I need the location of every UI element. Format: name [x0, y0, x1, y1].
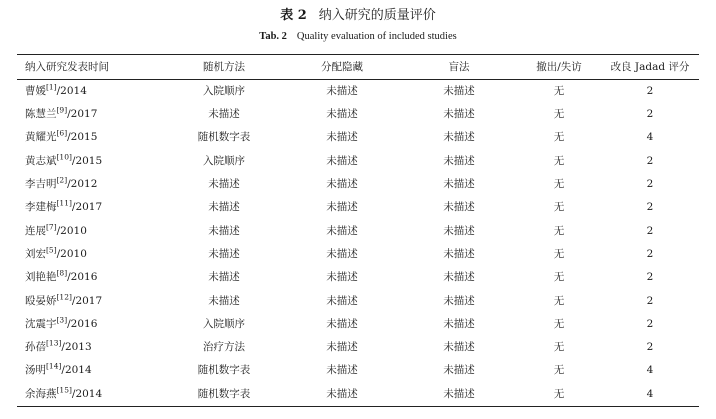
cell-withdrawal: 无	[553, 271, 565, 284]
study-reference: [6]	[56, 128, 68, 138]
study-year: /2017	[67, 108, 98, 121]
cell-random-method: 随机数字表	[197, 364, 251, 377]
study-year: /2016	[67, 271, 98, 284]
cell-blinding: 未描述	[443, 85, 475, 97]
cell-random-method: 未描述	[208, 108, 240, 121]
study-reference: [7]	[46, 222, 57, 232]
cell-withdrawal: 无	[553, 131, 565, 144]
study-reference: [8]	[56, 268, 68, 278]
study-year: /2015	[67, 131, 98, 144]
cell-withdrawal: 无	[553, 201, 565, 214]
cell-blinding: 未描述	[443, 201, 475, 214]
header-study-year: 纳入研究发表时间	[17, 55, 165, 80]
table-row	[17, 266, 699, 289]
study-reference: [12]	[56, 292, 72, 302]
study-year: /2015	[71, 154, 103, 167]
cell-jadad-score: 4	[646, 131, 654, 144]
study-reference: [3]	[56, 315, 68, 325]
table-row	[17, 219, 699, 242]
cell-jadad-score: 2	[646, 341, 654, 354]
cell-blinding: 未描述	[443, 178, 475, 191]
cell-blinding: 未描述	[443, 294, 475, 307]
cell-allocation-concealment: 未描述	[326, 154, 358, 167]
study-year: /2014	[56, 85, 87, 97]
table-header-row	[17, 55, 699, 80]
table-row	[17, 80, 699, 104]
study-reference: [2]	[56, 175, 68, 185]
cell-random-method: 未描述	[208, 294, 240, 307]
cell-blinding: 未描述	[443, 341, 475, 354]
table-title-english	[0, 29, 716, 45]
study-author: 汤明	[25, 364, 46, 377]
cell-jadad-score: 2	[646, 271, 654, 284]
cell-study	[17, 219, 165, 242]
cell-study	[17, 126, 165, 149]
study-author: 连展	[25, 224, 46, 237]
study-author: 刘宏	[25, 247, 46, 260]
study-year: /2010	[56, 247, 87, 260]
table-row	[17, 173, 699, 196]
study-reference: [9]	[56, 105, 68, 115]
cell-random-method: 未描述	[208, 201, 240, 214]
cell-allocation-concealment: 未描述	[326, 341, 358, 354]
study-author: 李建梅	[25, 201, 57, 214]
study-reference: [1]	[46, 82, 57, 92]
cell-study	[17, 289, 165, 312]
cell-blinding: 未描述	[443, 108, 475, 121]
study-author: 曹媛	[25, 85, 46, 97]
header-jadad-score: 改良 Jadad 评分	[601, 55, 699, 80]
cell-jadad-score: 2	[646, 317, 654, 330]
study-author: 黄志斌	[25, 154, 57, 167]
cell-allocation-concealment: 未描述	[326, 294, 358, 307]
table-row	[17, 313, 699, 336]
table-row	[17, 126, 699, 149]
table-row	[17, 383, 699, 407]
study-year: /2017	[71, 201, 103, 214]
study-reference: [14]	[46, 361, 62, 371]
study-year: /2012	[67, 178, 98, 191]
table-body	[17, 80, 699, 407]
cell-blinding: 未描述	[443, 271, 475, 284]
study-author: 孙蓓	[25, 341, 46, 354]
cell-blinding: 未描述	[443, 247, 475, 260]
cell-allocation-concealment: 未描述	[326, 201, 358, 214]
table-title-english-text: Quality evaluation of included studies	[296, 31, 457, 42]
cell-jadad-score: 2	[646, 85, 654, 97]
cell-random-method: 随机数字表	[165, 383, 283, 407]
cell-jadad-score: 4	[601, 383, 699, 407]
cell-random-method: 未描述	[208, 247, 240, 260]
study-author: 黄耀光	[25, 131, 57, 144]
cell-blinding: 未描述	[401, 383, 517, 407]
cell-blinding: 未描述	[443, 364, 475, 377]
cell-study	[17, 243, 165, 266]
study-author: 李吉明	[25, 178, 57, 191]
study-author: 殴晏娇	[25, 294, 57, 307]
cell-random-method: 入院顺序	[203, 154, 245, 167]
table-label-chinese: 表 2	[280, 8, 307, 23]
cell-random-method: 未描述	[208, 224, 240, 237]
cell-allocation-concealment: 未描述	[326, 224, 358, 237]
cell-jadad-score: 2	[646, 108, 654, 121]
cell-allocation-concealment: 未描述	[326, 364, 358, 377]
cell-allocation-concealment: 未描述	[283, 383, 401, 407]
cell-random-method: 入院顺序	[203, 317, 245, 330]
header-random-method: 随机方法	[165, 55, 283, 80]
cell-withdrawal: 无	[553, 154, 565, 167]
cell-blinding: 未描述	[443, 154, 475, 167]
study-reference: [13]	[46, 338, 62, 348]
study-author: 陈慧兰	[25, 108, 57, 121]
cell-withdrawal: 无	[553, 85, 565, 97]
study-year: /2016	[67, 317, 98, 330]
cell-withdrawal: 无	[553, 317, 565, 330]
cell-allocation-concealment: 未描述	[326, 131, 358, 144]
cell-study	[17, 313, 165, 336]
cell-jadad-score: 2	[646, 247, 654, 260]
cell-study	[17, 80, 165, 104]
study-year: /2010	[56, 224, 87, 237]
cell-withdrawal: 无	[553, 364, 565, 377]
cell-study	[17, 173, 165, 196]
cell-withdrawal: 无	[517, 383, 601, 407]
cell-jadad-score: 2	[646, 178, 654, 191]
table-title-chinese-text: 纳入研究的质量评价	[318, 8, 436, 23]
study-reference: [5]	[46, 245, 57, 255]
cell-study	[17, 103, 165, 126]
cell-random-method: 未描述	[208, 178, 240, 191]
cell-jadad-score: 2	[646, 294, 654, 307]
cell-jadad-score: 2	[646, 154, 654, 167]
study-year: /2014	[71, 387, 103, 400]
cell-allocation-concealment: 未描述	[326, 271, 358, 284]
cell-withdrawal: 无	[553, 178, 565, 191]
study-reference: [11]	[56, 198, 72, 208]
cell-study	[17, 266, 165, 289]
study-author: 沈震宇	[25, 317, 57, 330]
table-row	[17, 196, 699, 219]
cell-study	[17, 336, 165, 359]
header-blinding: 盲法	[401, 55, 517, 80]
cell-withdrawal: 无	[553, 224, 565, 237]
cell-jadad-score: 2	[646, 201, 654, 214]
table-row	[17, 103, 699, 126]
study-reference: [15]	[56, 385, 72, 395]
cell-random-method: 未描述	[208, 271, 240, 284]
quality-evaluation-table	[17, 54, 699, 407]
table-row	[17, 336, 699, 359]
table-row	[17, 359, 699, 382]
cell-allocation-concealment: 未描述	[326, 85, 358, 97]
study-reference: [10]	[56, 152, 72, 162]
cell-allocation-concealment: 未描述	[326, 178, 358, 191]
cell-random-method: 治疗方法	[203, 341, 245, 354]
cell-study	[17, 383, 165, 407]
cell-study	[17, 150, 165, 173]
table-label-english: Tab. 2	[259, 31, 287, 42]
cell-withdrawal: 无	[553, 247, 565, 260]
header-withdrawal: 撤出/失访	[517, 55, 601, 80]
cell-allocation-concealment: 未描述	[326, 317, 358, 330]
study-year: /2013	[61, 341, 92, 354]
cell-withdrawal: 无	[553, 294, 565, 307]
cell-blinding: 未描述	[443, 224, 475, 237]
study-year: /2014	[61, 364, 92, 377]
cell-withdrawal: 无	[553, 108, 565, 121]
cell-jadad-score: 2	[646, 224, 654, 237]
cell-allocation-concealment: 未描述	[326, 108, 358, 121]
table-title-chinese	[0, 6, 716, 26]
cell-blinding: 未描述	[443, 317, 475, 330]
study-author: 刘艳艳	[25, 271, 57, 284]
cell-study	[17, 196, 165, 219]
cell-allocation-concealment: 未描述	[326, 247, 358, 260]
header-allocation-concealment: 分配隐藏	[283, 55, 401, 80]
cell-blinding: 未描述	[443, 131, 475, 144]
table-row	[17, 150, 699, 173]
table-row	[17, 289, 699, 312]
study-author: 余海燕	[25, 387, 57, 400]
cell-jadad-score: 4	[646, 364, 654, 377]
cell-withdrawal: 无	[553, 341, 565, 354]
table-row	[17, 243, 699, 266]
cell-study	[17, 359, 165, 382]
cell-random-method: 随机数字表	[197, 131, 251, 144]
cell-random-method: 入院顺序	[203, 85, 245, 97]
study-year: /2017	[71, 294, 103, 307]
